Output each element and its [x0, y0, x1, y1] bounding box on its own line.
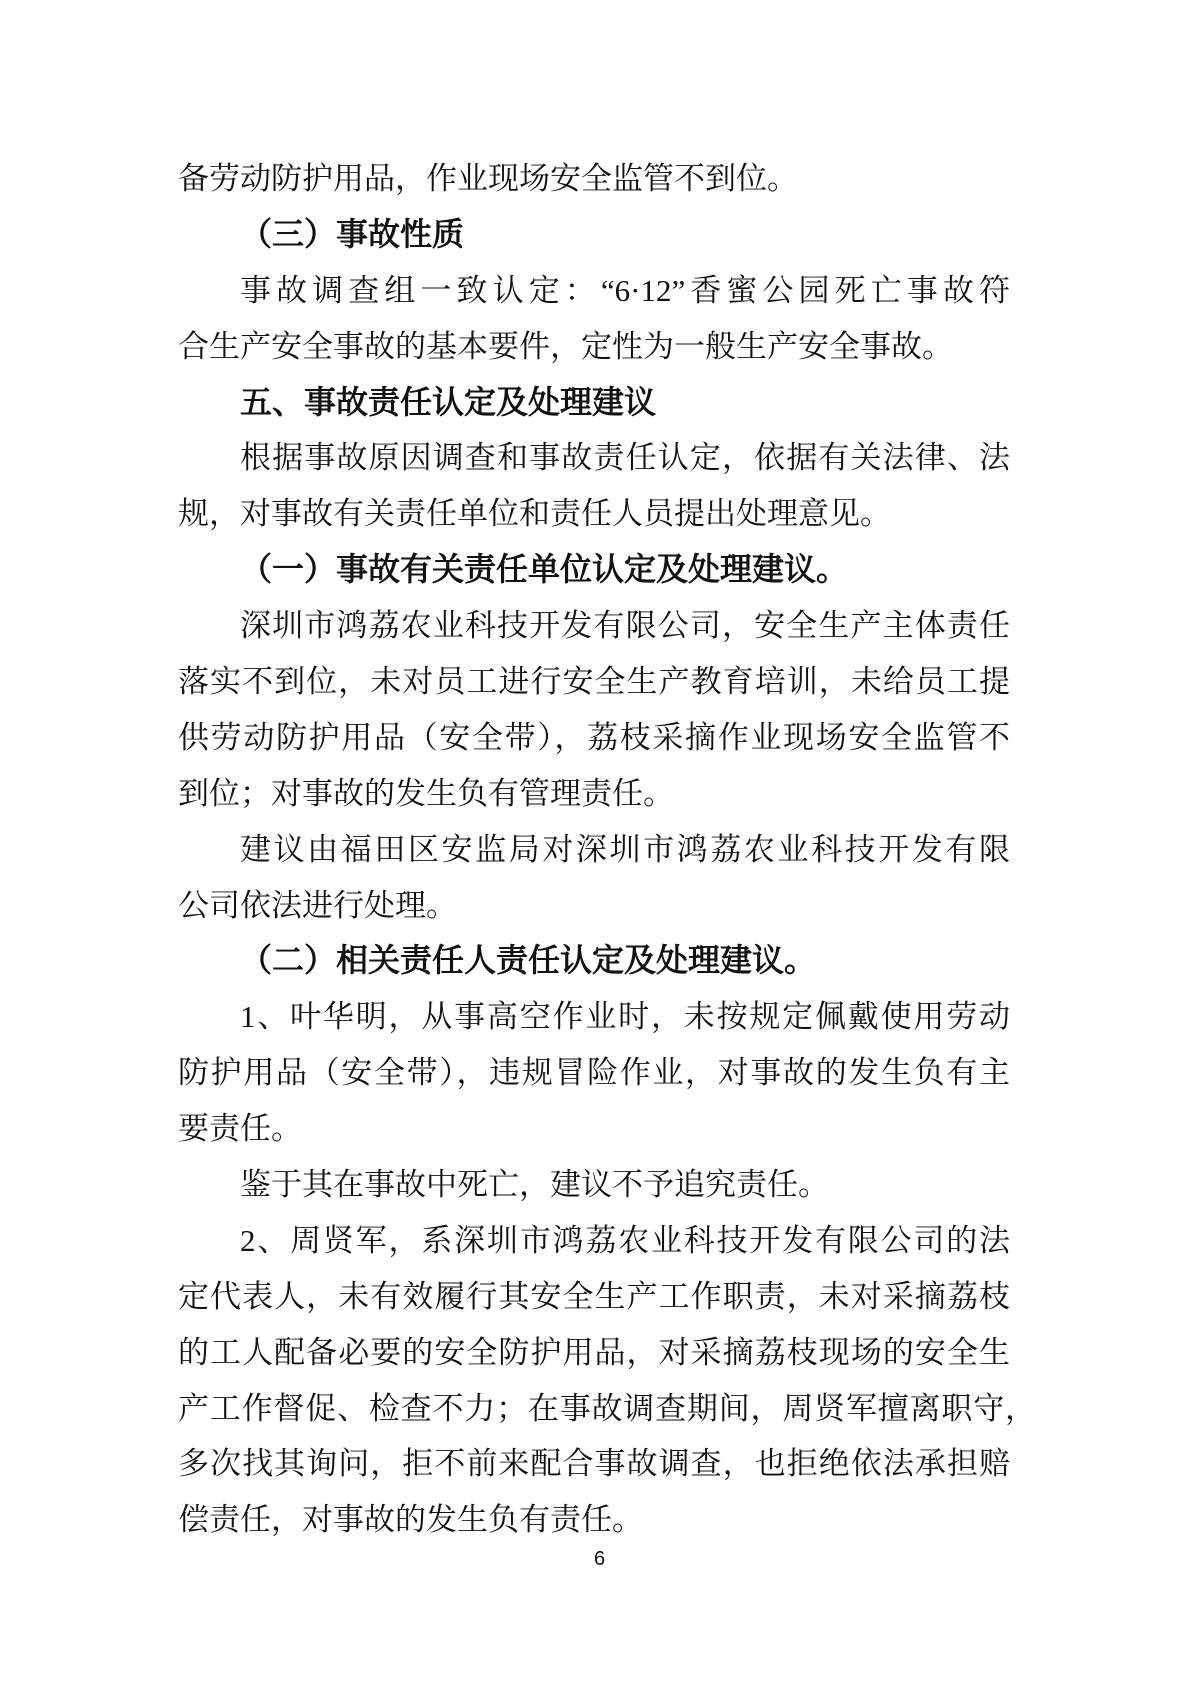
- document-line: 定代表人，未有效履行其安全生产工作职责，未对采摘荔枝: [178, 1278, 1010, 1314]
- document-line: 1、叶华明，从事高空作业时，未按规定佩戴使用劳动: [240, 999, 1010, 1035]
- document-line: 鉴于其在事故中死亡，建议不予追究责任。: [240, 1167, 829, 1203]
- section-heading: （一）事故有关责任单位认定及处理建议。: [240, 551, 849, 588]
- document-line: 根据事故原因调查和事故责任认定，依据有关法律、法: [240, 440, 1010, 476]
- section-heading: （二）相关责任人责任认定及处理建议。: [240, 942, 817, 979]
- document-line: 备劳动防护用品，作业现场安全监管不到位。: [178, 161, 798, 196]
- document-line: 事故调查组一致认定：“6·12”香蜜公园死亡事故符: [240, 272, 1010, 308]
- document-line: 的工人配备必要的安全防护用品，对采摘荔枝现场的安全生: [178, 1334, 1010, 1370]
- page-footer: [0, 1546, 1199, 1572]
- document-line: 建议由福田区安监局对深圳市鸿荔农业科技开发有限: [240, 831, 1010, 867]
- document-line: 偿责任，对事故的发生负有责任。: [178, 1502, 643, 1538]
- document-line: 落实不到位，未对员工进行安全生产教育培训，未给员工提: [178, 664, 1010, 700]
- section-heading: （三）事故性质: [240, 215, 465, 252]
- page-number: 6: [593, 1548, 606, 1570]
- document-line: 到位；对事故的发生负有管理责任。: [178, 775, 674, 811]
- document-line: 防护用品（安全带），违规冒险作业，对事故的发生负有主: [178, 1055, 1010, 1091]
- document-content: [178, 151, 1036, 1548]
- document-line: 多次找其询问，拒不前来配合事故调查，也拒绝依法承担赔: [178, 1446, 1010, 1482]
- document-line: 规，对事故有关责任单位和责任人员提出处理意见。: [178, 496, 891, 532]
- document-line: 2、周贤军，系深圳市鸿荔农业科技开发有限公司的法: [240, 1222, 1010, 1258]
- document-line: 产工作督促、检查不力；在事故调查期间，周贤军擅离职守，: [178, 1390, 1036, 1426]
- document-line: 供劳动防护用品（安全带），荔枝采摘作业现场安全监管不: [178, 719, 1010, 755]
- section-heading: 五、事故责任认定及处理建议: [240, 383, 657, 420]
- document-line: 公司依法进行处理。: [178, 887, 457, 923]
- document-line: 深圳市鸿荔农业科技开发有限公司，安全生产主体责任: [240, 608, 1010, 644]
- document-line: 合生产安全事故的基本要件，定性为一般生产安全事故。: [178, 328, 953, 364]
- document-line: 要责任。: [178, 1111, 302, 1147]
